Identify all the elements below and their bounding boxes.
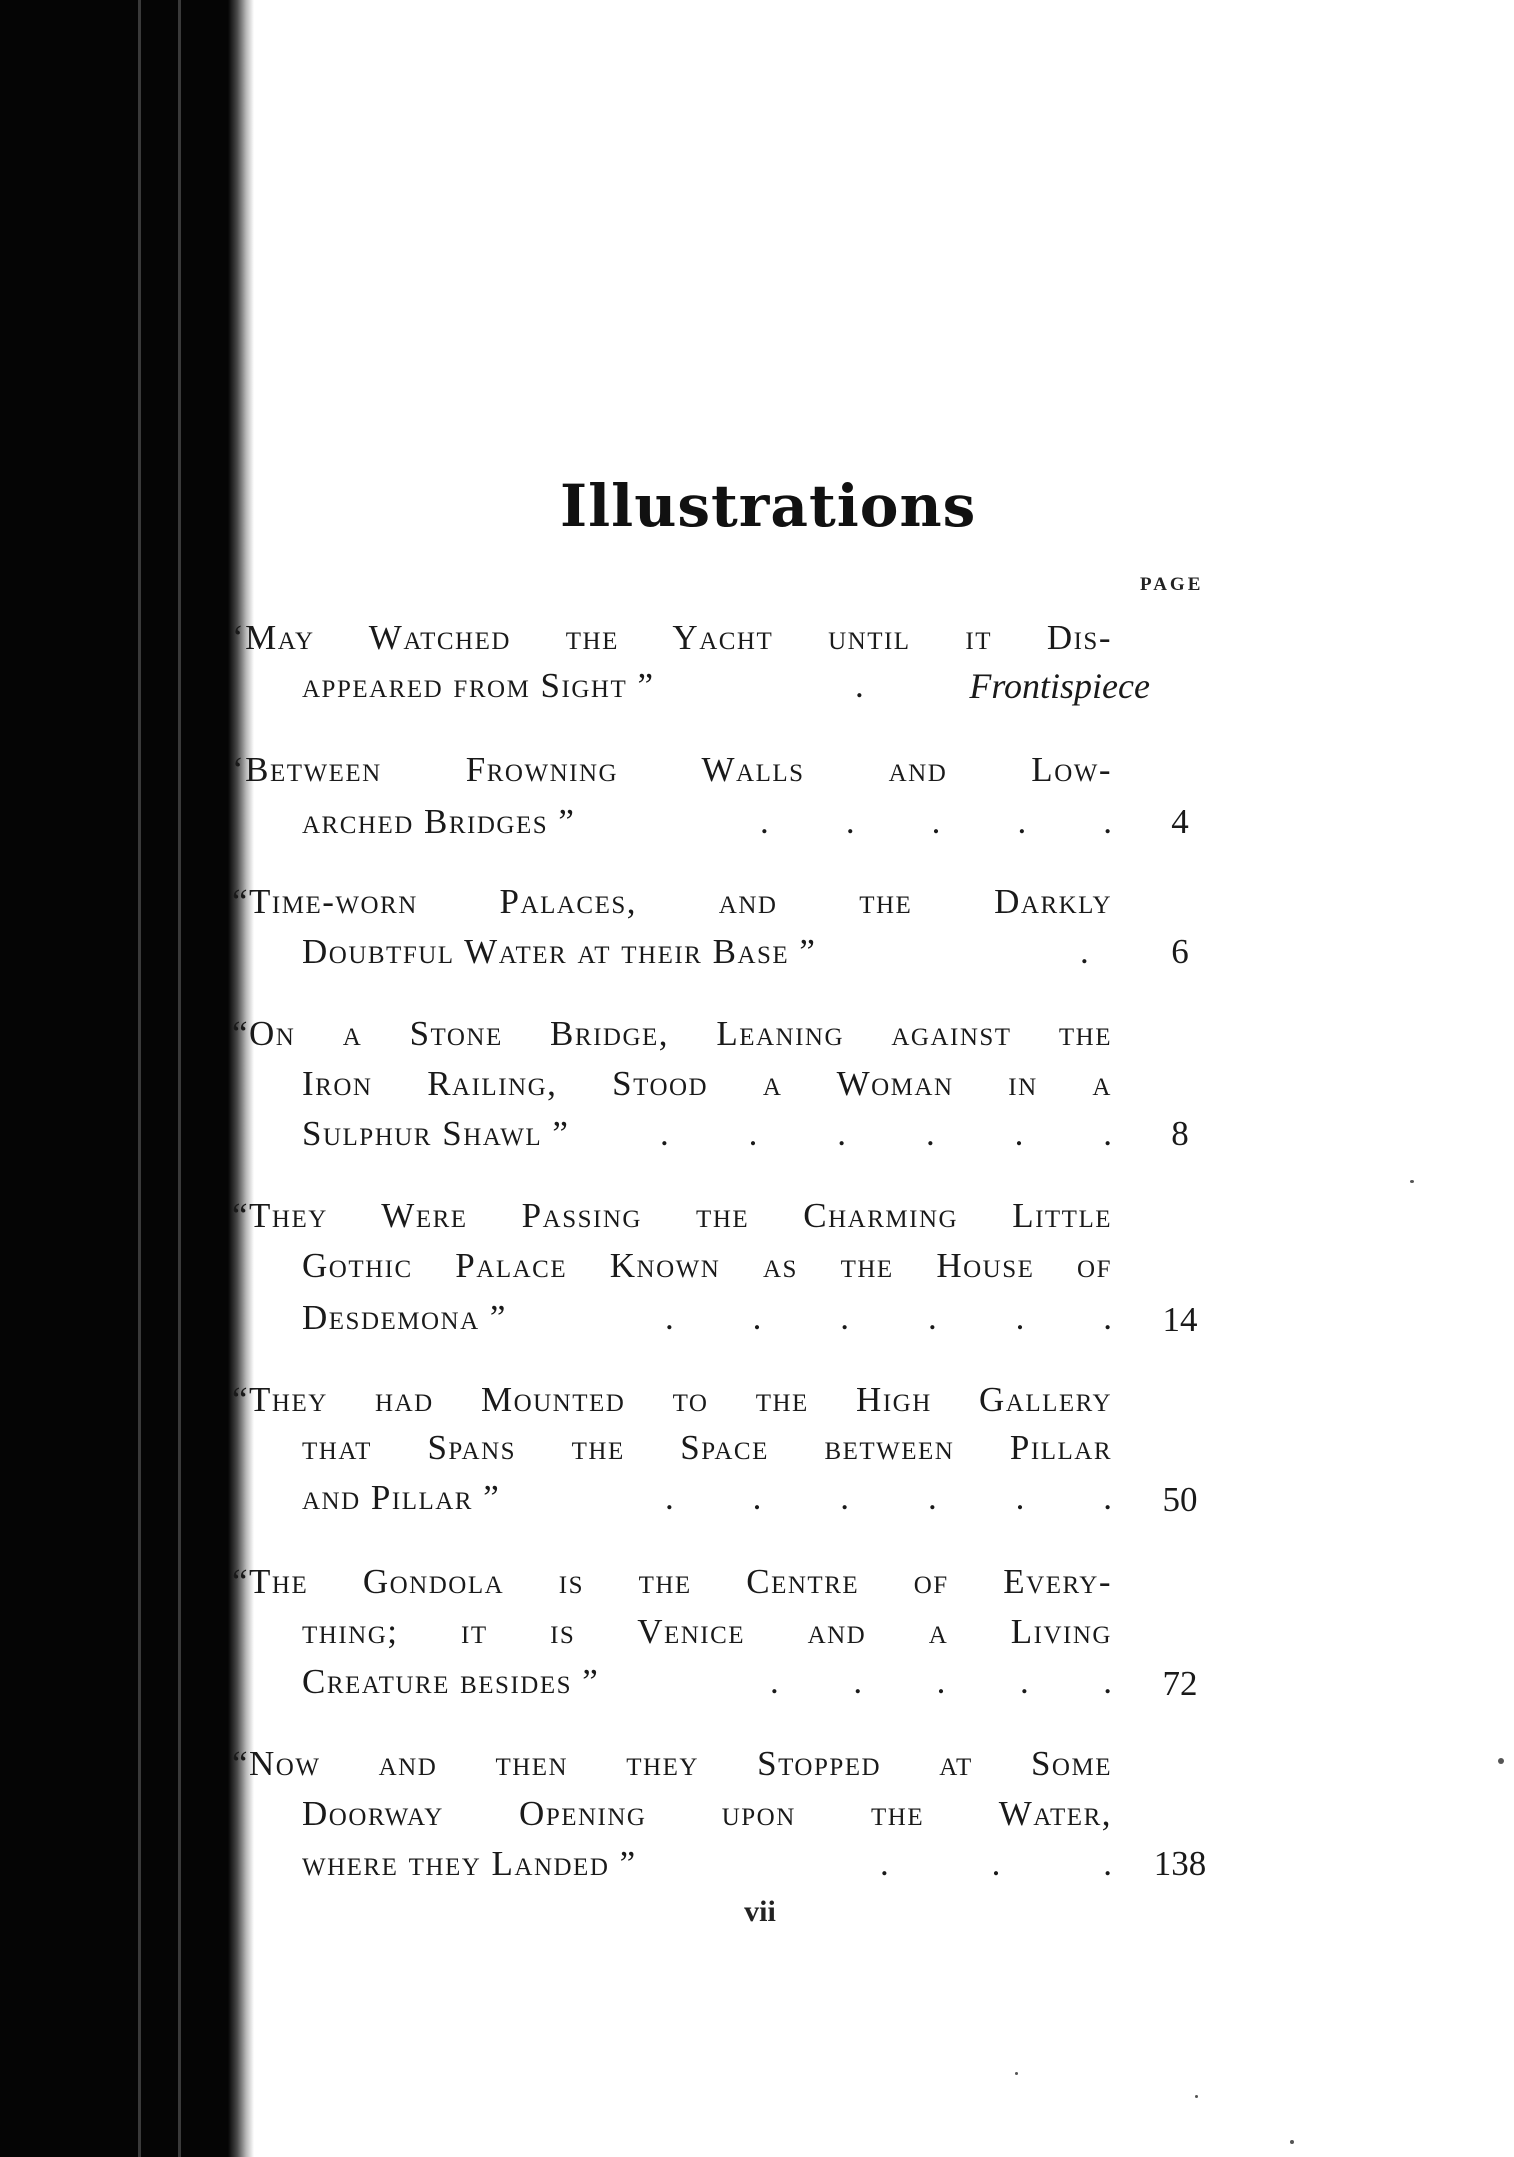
page-number: Frontispiece	[969, 666, 1150, 706]
entry-line: ‘May Watched the Yacht until it Dis-	[232, 618, 1112, 657]
entry-line: Doubtful Water at their Base ”	[302, 932, 817, 971]
dot-leader: .	[1080, 932, 1089, 971]
page-title: Illustrations	[560, 472, 977, 540]
entry-line: where they Landed ”	[302, 1844, 637, 1883]
spine-edge-fade	[228, 0, 254, 2157]
entry-line: Creature besides ”	[302, 1662, 600, 1701]
entry-line: thing; it is Venice and a Living	[302, 1612, 1112, 1651]
entry-line: “Time-worn Palaces, and the Darkly	[232, 882, 1112, 921]
dot-leader: . . .	[880, 1844, 1112, 1883]
entry-line: Gothic Palace Known as the House of	[302, 1246, 1112, 1285]
entry-line: Doorway Opening upon the Water,	[302, 1794, 1112, 1833]
page-number: 72	[1162, 1664, 1198, 1703]
page-number: 8	[1171, 1114, 1189, 1153]
dot-leader: . . . . .	[760, 802, 1112, 841]
dot-leader: . . . . . .	[660, 1114, 1112, 1153]
spine-rule	[178, 0, 181, 2157]
dot-leader: . . . . .	[770, 1662, 1112, 1701]
entry-line: appeared from Sight ”	[302, 666, 655, 705]
page-number: 4	[1171, 802, 1189, 841]
entry-line: ‘Between Frowning Walls and Low-	[232, 750, 1112, 789]
page-number: 138	[1153, 1844, 1207, 1883]
page-number: 6	[1171, 932, 1189, 971]
entry-line: “Now and then they Stopped at Some	[232, 1744, 1112, 1783]
entry-line: “The Gondola is the Centre of Every-	[232, 1562, 1112, 1601]
entry-line: arched Bridges ”	[302, 802, 576, 841]
dot-leader: . . . . . .	[665, 1478, 1112, 1517]
scan-speck	[1290, 2140, 1294, 2144]
scan-speck	[1410, 1180, 1414, 1183]
entry-line: Sulphur Shawl ”	[302, 1114, 570, 1153]
entry-line: and Pillar ”	[302, 1478, 501, 1517]
dot-leader: . . . . . .	[665, 1298, 1112, 1337]
entry-line: “They had Mounted to the High Gallery	[232, 1380, 1112, 1419]
entry-line: Iron Railing, Stood a Woman in a	[302, 1064, 1112, 1103]
entry-line: “They Were Passing the Charming Little	[232, 1196, 1112, 1235]
page-column-label: PAGE	[1140, 574, 1204, 595]
entry-line: Desdemona ”	[302, 1298, 507, 1337]
scan-speck	[1498, 1758, 1504, 1764]
entry-line: that Spans the Space between Pillar	[302, 1428, 1112, 1467]
page-folio: vii	[744, 1895, 776, 1928]
scan-speck	[1015, 2072, 1018, 2075]
dot-leader: .	[855, 666, 864, 705]
scan-speck	[1195, 2095, 1198, 2098]
book-spine-shadow	[0, 0, 240, 2157]
page-number: 14	[1162, 1300, 1198, 1339]
spine-rule	[138, 0, 141, 2157]
page-number: 50	[1162, 1480, 1198, 1519]
entry-line: “On a Stone Bridge, Leaning against the	[232, 1014, 1112, 1053]
